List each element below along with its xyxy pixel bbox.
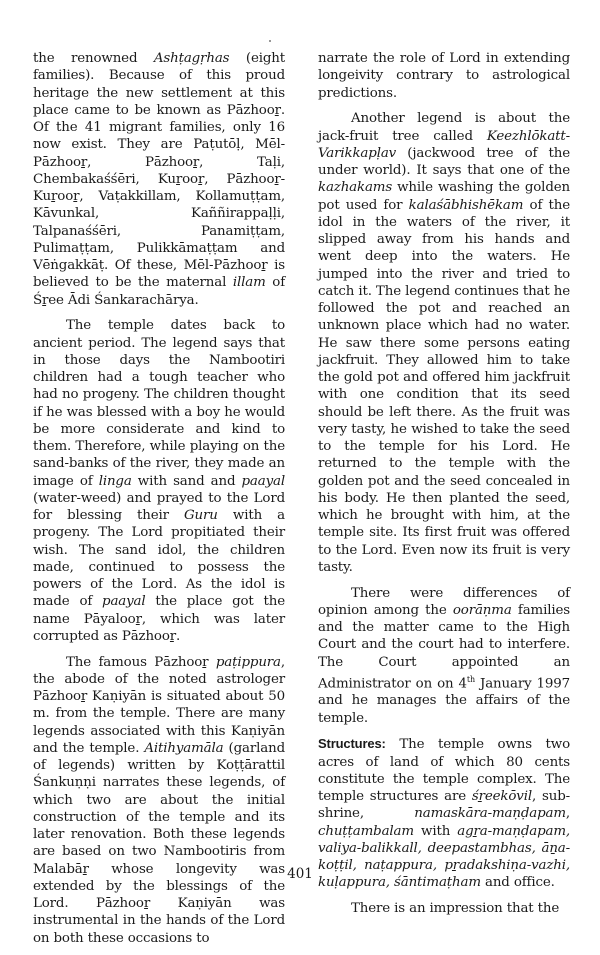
paragraph-structures: Structures: The temple owns two acres of land of which 80 cents constitute the temple complex. The temple structures are śṟeekōvil, sub-shrine, namaskāra-maṇḍapam, chuṭṭambalam with agṟa-maṇḍapam, valiya-balikkall, deepastambhas, āṉa-koṭṭil, naṭappura, pṟadakshiṇa-vazhi, kuḷappura, śāntimaṭham and office.: [318, 736, 570, 891]
paragraph-temple-history: The temple dates back to ancient period. The legend says that in those days the Nambootiri children had a tough teacher who had no progeny. The children thought if he was blessed with a boy he would be more considerate and kind to them. Therefore, while playing on the sand-banks of the river, they made an image of linga with sand and paayal (water-weed) and prayed to the Lord for blessing their Guru with a progeny. The Lord propitiated their wish. The sand idol, the children made, continued to possess the powers of the Lord. As the idol is made of paayal the place got the name Pāyalooṟ, which was later corrupted as Pāzhooṟ.: [33, 318, 285, 644]
scan-speck: [269, 40, 271, 42]
paragraph-court: There were differences of opinion among the oorāṇma families and the matter came to the High Court and the court had to interfere. The Court appointed an Administrator on on 4th January 1997 and he manages the affairs of the temple.: [318, 585, 570, 726]
paragraph-patippura: The famous Pāzhooṟ paṭippura, the abode of the noted astrologer Pāzhooṟ Kaṇiyān is situated about 50 m. from the temple. There are many legends associated with this Kaṇiyān and the temple. Aitihyamāla (garland of legends) written by Koṭṭārattil Śankuṇṇi narrates these legends, of which two are about the initial construction of the temple and its later renovation. Both these legends are based on two Nambootiris from Malabāṟ whose longevity was extended by the blessings of the Lord. Pāzhooṟ Kaṇiyān was instrumental in the hands of the Lord on both these occasions to: [33, 654, 285, 946]
paragraph-ashtagrhas: the renowned Ashṭagṛhas (eight families). Because of this proud heritage the new settlement at this place came to be known as Pāzhooṟ. Of the 41 migrant families, only 16 now exist. They are Paṭutōḷ, Mēl-Pāzhooṟ, Pāzhooṟ, Taḷi, Chembakaśśēri, Kuṟooṟ, Pāzhooṟ-Kuṟooṟ, Vaṭakkillam, Kollamuṭṭam, Kāvunkal, Kaññirappaḷḷi, Talpanaśśēri, Panamiṭṭam, Pulimaṭṭam, Pulikkāmaṭṭam and Vēṅgakkāṭ. Of these, Mēl-Pāzhooṟ is believed to be the maternal illam of Śṟee Ādi Śankarachārya.: [33, 51, 285, 308]
right-column: [318, 50, 570, 926]
page-number: 401: [287, 866, 313, 882]
left-column: [33, 50, 285, 955]
paragraph-impression: There is an impression that the: [351, 901, 560, 917]
paragraph-jackfruit-legend: Another legend is about the jack-fruit tree called Keezhlōkatt-Varikkapḷav (jackwood tree of the under world). It says that one of the kazhakams while washing the golden pot used for kalaśābhishēkam of the idol in the waters of the river, it slipped away from his hands and went deep into the waters. He jumped into the river and tried to catch it. The legend continues that he followed the pot and reached an unknown place which had no water. He saw there some persons eating jackfruit. They allowed him to take the gold pot and offered him jackfruit with one condition that its seed should be left there. As the fruit was very tasty, he wished to take the seed to the temple for his Lord. He returned to the temple with the golden pot and the seed concealed in his body. He then planted the seed, which he brought with him, at the temple site. Its first fruit was offered to the Lord. Even now its fruit is very tasty.: [318, 111, 570, 575]
paragraph-continuation: narrate the role of Lord in extending longeivity contrary to astrological predictions.: [318, 51, 570, 101]
section-heading-structures: Structures:: [318, 736, 386, 752]
